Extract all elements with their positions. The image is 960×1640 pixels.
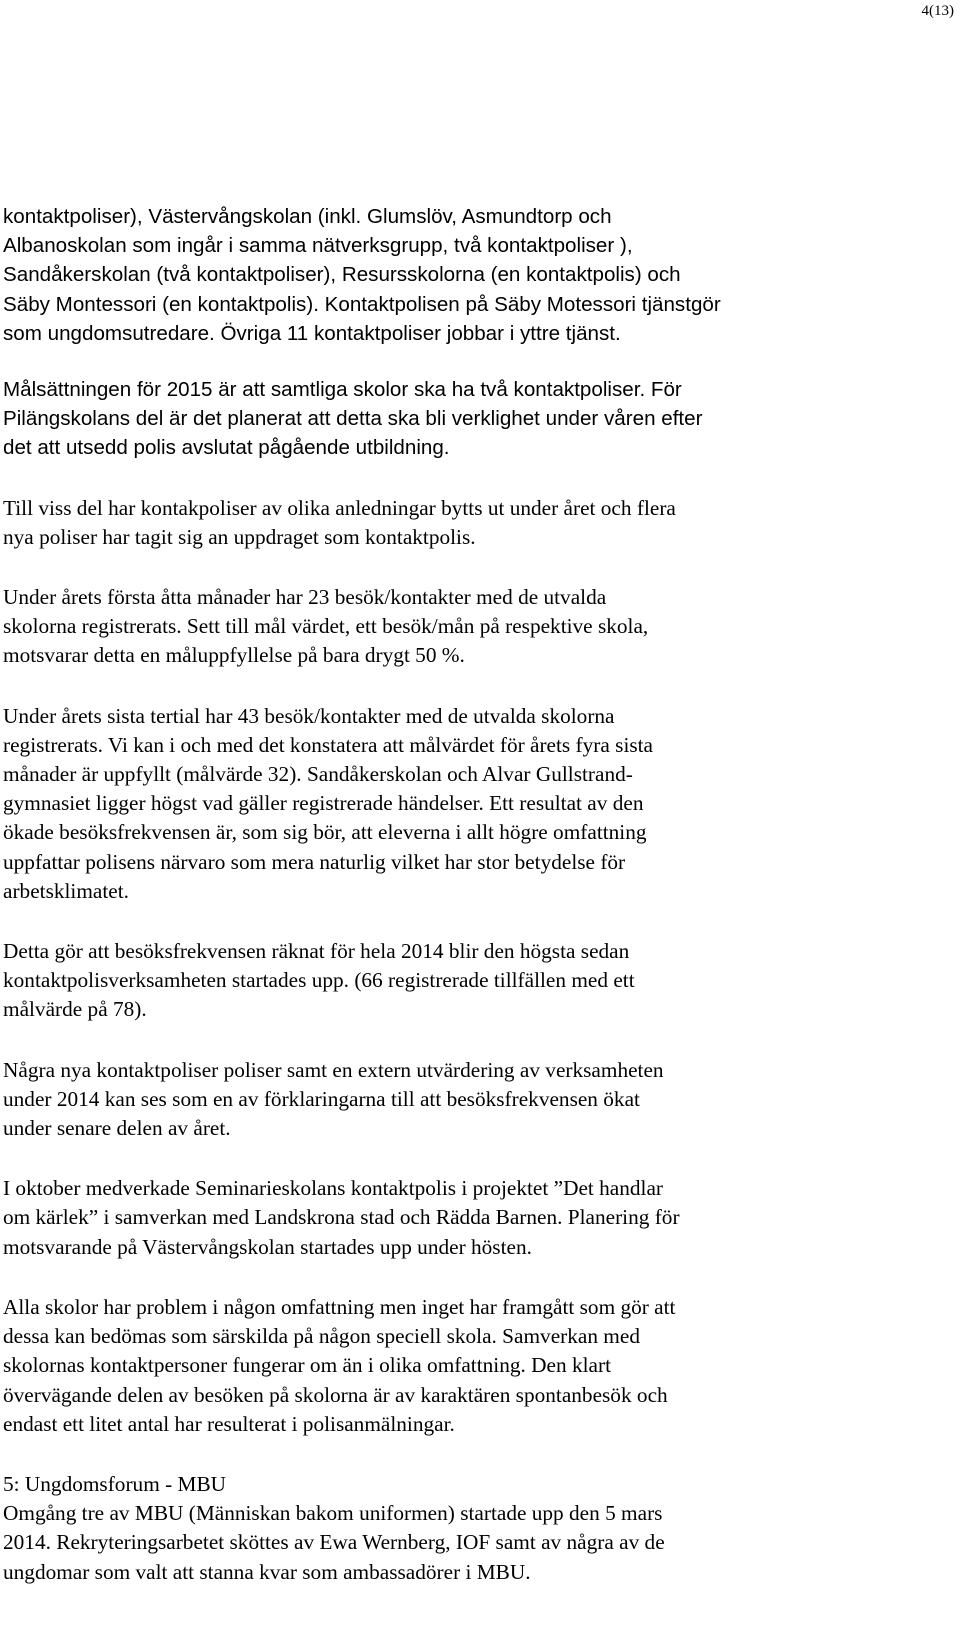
text-line: I oktober medverkade Seminarieskolans kontaktpolis i projektet ”Det handlar	[3, 1176, 664, 1201]
text-line: kontaktpolisverksamheten startades upp. (66 registrerade tillfällen med ett	[3, 968, 635, 993]
page-number: 4(13)	[921, 3, 954, 19]
text-line: registrerats. Vi kan i och med det konstatera att målvärdet för årets fyra sista	[3, 732, 654, 757]
text-line: gymnasiet ligger högst vad gäller registrerade händelser. Ett resultat av den	[3, 791, 644, 816]
document-body	[3, 202, 958, 1587]
paragraph-october-project	[3, 1174, 958, 1262]
text-line: Pilängskolans del är det planerat att detta ska bli verklighet under våren efter	[3, 407, 703, 431]
text-line: om kärlek” i samverkan med Landskrona stad och Rädda Barnen. Planering för	[3, 1205, 680, 1230]
paragraph-first-eight-months	[3, 583, 958, 671]
paragraph-contact-police-list	[3, 202, 958, 348]
text-line: Säby Montessori (en kontaktpolis). Kontaktpolisen på Säby Motessori tjänstgör	[3, 292, 721, 316]
text-line: Några nya kontaktpoliser poliser samt en extern utvärdering av verksamheten	[3, 1057, 664, 1082]
text-line: övervägande delen av besöken på skolorna är av karaktären spontanbesök och	[3, 1382, 668, 1407]
text-line: dessa kan bedömas som särskilda på någon speciell skola. Samverkan med	[3, 1324, 640, 1349]
text-line: arbetsklimatet.	[3, 878, 129, 903]
text-line: skolornas kontaktpersoner fungerar om än i olika omfattning. Den klart	[3, 1353, 611, 1378]
paragraph-school-problems	[3, 1293, 958, 1439]
paragraph-new-officers-evaluation	[3, 1056, 958, 1144]
text-line: skolorna registrerats. Sett till mål värdet, ett besök/mån på respektive skola,	[3, 614, 649, 639]
text-line: ökade besöksfrekvensen är, som sig bör, att eleverna i allt högre omfattning	[3, 820, 647, 845]
text-line: motsvarar detta en måluppfyllelse på bara drygt 50 %.	[3, 643, 465, 668]
text-line: Till viss del har kontakpoliser av olika anledningar bytts ut under året och flera	[3, 495, 676, 520]
paragraph-visit-frequency-2014	[3, 937, 958, 1025]
text-line: endast ett litet antal har resulterat i polisanmälningar.	[3, 1411, 455, 1436]
text-line: Albanoskolan som ingår i samma nätverksgrupp, två kontaktpoliser ),	[3, 234, 633, 258]
paragraph-replaced-officers	[3, 494, 958, 552]
paragraph-last-tertial	[3, 702, 958, 906]
text-line: ungdomar som valt att stanna kvar som ambassadörer i MBU.	[3, 1559, 531, 1584]
text-line: nya poliser har tagit sig an uppdraget som kontaktpolis.	[3, 524, 476, 549]
text-line: det att utsedd polis avslutat pågående utbildning.	[3, 436, 450, 460]
text-line: Sandåkerskolan (två kontaktpoliser), Resursskolorna (en kontaktpolis) och	[3, 263, 681, 287]
text-line: Detta gör att besöksfrekvensen räknat för hela 2014 blir den högsta sedan	[3, 939, 630, 964]
paragraph-youth-forum-mbu	[3, 1470, 958, 1587]
text-line: målvärde på 78).	[3, 997, 147, 1022]
text-line: Under årets sista tertial har 43 besök/kontakter med de utvalda skolorna	[3, 703, 615, 728]
text-line: 2014. Rekryteringsarbetet sköttes av Ewa Wernberg, IOF samt av några av de	[3, 1530, 665, 1555]
text-line: under senare delen av året.	[3, 1116, 231, 1141]
text-line: som ungdomsutredare. Övriga 11 kontaktpoliser jobbar i yttre tjänst.	[3, 321, 621, 345]
text-line: månader är uppfyllt (målvärde 32). Sandåkerskolan och Alvar Gullstrand-	[3, 762, 633, 787]
text-line: kontaktpoliser), Västervångskolan (inkl. Glumslöv, Asmundtorp och	[3, 205, 612, 228]
text-line: Alla skolor har problem i någon omfattning men inget har framgått som gör att	[3, 1294, 676, 1319]
text-line: uppfattar polisens närvaro som mera naturlig vilket har stor betydelse för	[3, 849, 626, 874]
paragraph-goal-2015	[3, 375, 958, 463]
section-heading: 5: Ungdomsforum - MBU	[3, 1471, 227, 1496]
text-line: under 2014 kan ses som en av förklaringarna till att besöksfrekvensen ökat	[3, 1086, 640, 1111]
text-line: Under årets första åtta månader har 23 besök/kontakter med de utvalda	[3, 585, 607, 610]
text-line: Omgång tre av MBU (Människan bakom uniformen) startade upp den 5 mars	[3, 1501, 663, 1526]
text-line: motsvarande på Västervångskolan startades upp under hösten.	[3, 1234, 532, 1259]
text-line: Målsättningen för 2015 är att samtliga skolor ska ha två kontaktpoliser. För	[3, 378, 682, 402]
